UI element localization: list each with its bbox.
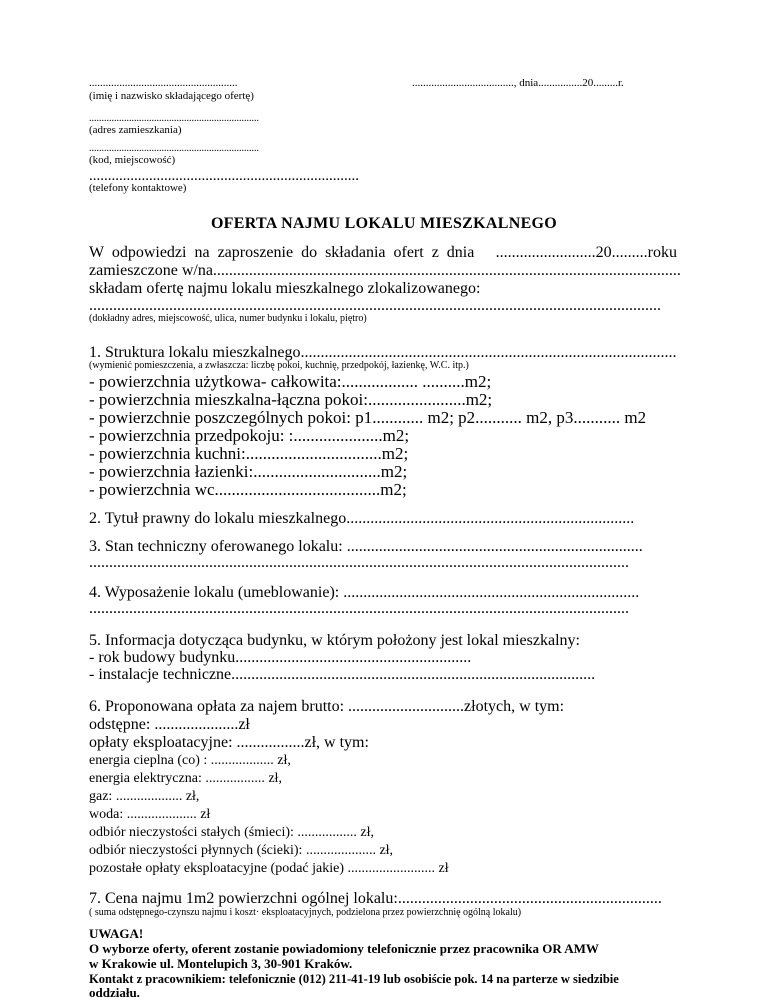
section6-item[interactable]: woda: .................... zł <box>89 807 211 822</box>
address-line[interactable]: .................................................................... <box>89 113 259 124</box>
section3-line-2[interactable]: ....................................................................................................................................... <box>89 554 629 571</box>
city-caption: (kod, miejscowość) <box>89 154 176 166</box>
section1-item[interactable]: - powierzchnia wc.......................................m2; <box>89 480 407 499</box>
section6-item[interactable]: odbiór nieczystości stałych (śmieci): ................. zł, <box>89 825 374 840</box>
intro-text: W odpowiedzi na zaproszenie do składania ofert z dnia <box>89 244 475 261</box>
note-line-2: w Krakowie ul. Montelupich 3, 30-901 Kraków. <box>89 956 353 971</box>
section3-line-1[interactable]: 3. Stan techniczny oferowanego lokalu: .......................................................................... <box>89 538 643 555</box>
phone-line[interactable]: ........................................................................ <box>89 168 359 184</box>
name-line[interactable]: ...................................................... <box>89 77 238 89</box>
intro-date-field[interactable]: .........................20.........roku <box>495 244 677 261</box>
section6-item[interactable]: pozostałe opłaty eksploatacyjne (podać jakie) ......................... zł <box>89 861 449 876</box>
address-caption: (adres zamieszkania) <box>89 124 182 136</box>
section1-item[interactable]: - powierzchnia przedpokoju: :.....................m2; <box>89 426 410 445</box>
section4-line-1[interactable]: 4. Wyposażenie lokalu (umeblowanie): .......................................................................... <box>89 584 640 601</box>
section1-item[interactable]: - powierzchnia łazienki:..............................m2; <box>89 462 408 481</box>
intro-line-3: składam ofertę najmu lokalu mieszkalnego zlokalizowanego: <box>89 280 481 297</box>
section2-line[interactable]: 2. Tytuł prawny do lokalu mieszkalnego........................................................................ <box>89 510 635 527</box>
section6-item[interactable]: gaz: ................... zł, <box>89 789 200 804</box>
date-line[interactable]: ....................................., dnia................20.........r. <box>412 77 624 89</box>
city-line[interactable]: .................................................................... <box>89 143 259 154</box>
section1-item[interactable]: - powierzchnie poszczególnych pokoi: p1............ m2; p2........... m2, p3........... m2 <box>89 408 647 427</box>
section6-line-2[interactable]: odstępne: .....................zł <box>89 716 250 733</box>
page-title: OFERTA NAJMU LOKALU MIESZKALNEGO <box>210 215 558 232</box>
section5-line-3[interactable]: - instalacje techniczne........................................................................................... <box>89 666 596 683</box>
section1-item[interactable]: - powierzchnia mieszkalna-łączna pokoi:.......................m2; <box>89 390 493 409</box>
section6-line-1[interactable]: 6. Proponowana opłata za najem brutto: .............................złotych, w tym: <box>89 698 565 715</box>
intro-line-4[interactable]: ............................................................................................................................................... <box>89 297 661 314</box>
section6-item[interactable]: energia elektryczna: ................. zł, <box>89 771 282 786</box>
section4-line-2[interactable]: ....................................................................................................................................... <box>89 600 629 617</box>
section1-heading[interactable]: 1. Struktura lokalu mieszkalnego.............................................................................................. <box>89 344 677 361</box>
phone-caption: (telefony kontaktowe) <box>89 182 187 194</box>
section6-item[interactable]: energia cieplna (co) : .................. zł, <box>89 753 291 768</box>
note-line-1: O wyborze oferty, oferent zostanie powiadomiony telefonicznie przez pracownika OR AMW <box>89 941 599 956</box>
section5-line-1: 5. Informacja dotycząca budynku, w którym położony jest lokal mieszkalny: <box>89 632 580 649</box>
intro-caption: (dokładny adres, miejscowość, ulica, numer budynku i lokalu, piętro) <box>89 313 367 324</box>
intro-line-1 <box>89 243 677 262</box>
section5-line-2[interactable]: - rok budowy budynku........................................................... <box>89 649 472 666</box>
section6-item[interactable]: odbiór nieczystości płynnych (ścieki): .................... zł, <box>89 843 394 858</box>
section1-caption: (wymienić pomieszczenia, a zwłaszcza: liczbę pokoi, kuchnię, przedpokój, łazienkę, W.C. itp.) <box>89 360 469 371</box>
section6-line-3[interactable]: opłaty eksploatacyjne: .................zł, w tym: <box>89 734 369 751</box>
name-caption: (imię i nazwisko składającego ofertę) <box>89 90 254 102</box>
section7-line[interactable]: 7. Cena najmu 1m2 powierzchni ogólnej lokalu:.................................................................. <box>89 890 662 907</box>
intro-line-2[interactable]: zamieszczone w/na..................................................................................................................... <box>89 262 681 279</box>
note-line-3: Kontakt z pracownikiem: telefonicznie (012) 211-41-19 lub osobiście pok. 14 na parterze w siedzibie <box>89 972 619 986</box>
section1-item[interactable]: - powierzchnia użytkowa- całkowita:.................. ..........m2; <box>89 372 492 391</box>
section7-caption: ( suma odstępnego-czynszu najmu i koszt· eksploatacyjnych, podzielona przez powierzchnię ogólną lokalu) <box>89 907 522 918</box>
note-line-4: oddziału. <box>89 985 140 1000</box>
section1-item[interactable]: - powierzchnia kuchni:................................m2; <box>89 444 409 463</box>
note-heading: UWAGA! <box>89 926 144 941</box>
